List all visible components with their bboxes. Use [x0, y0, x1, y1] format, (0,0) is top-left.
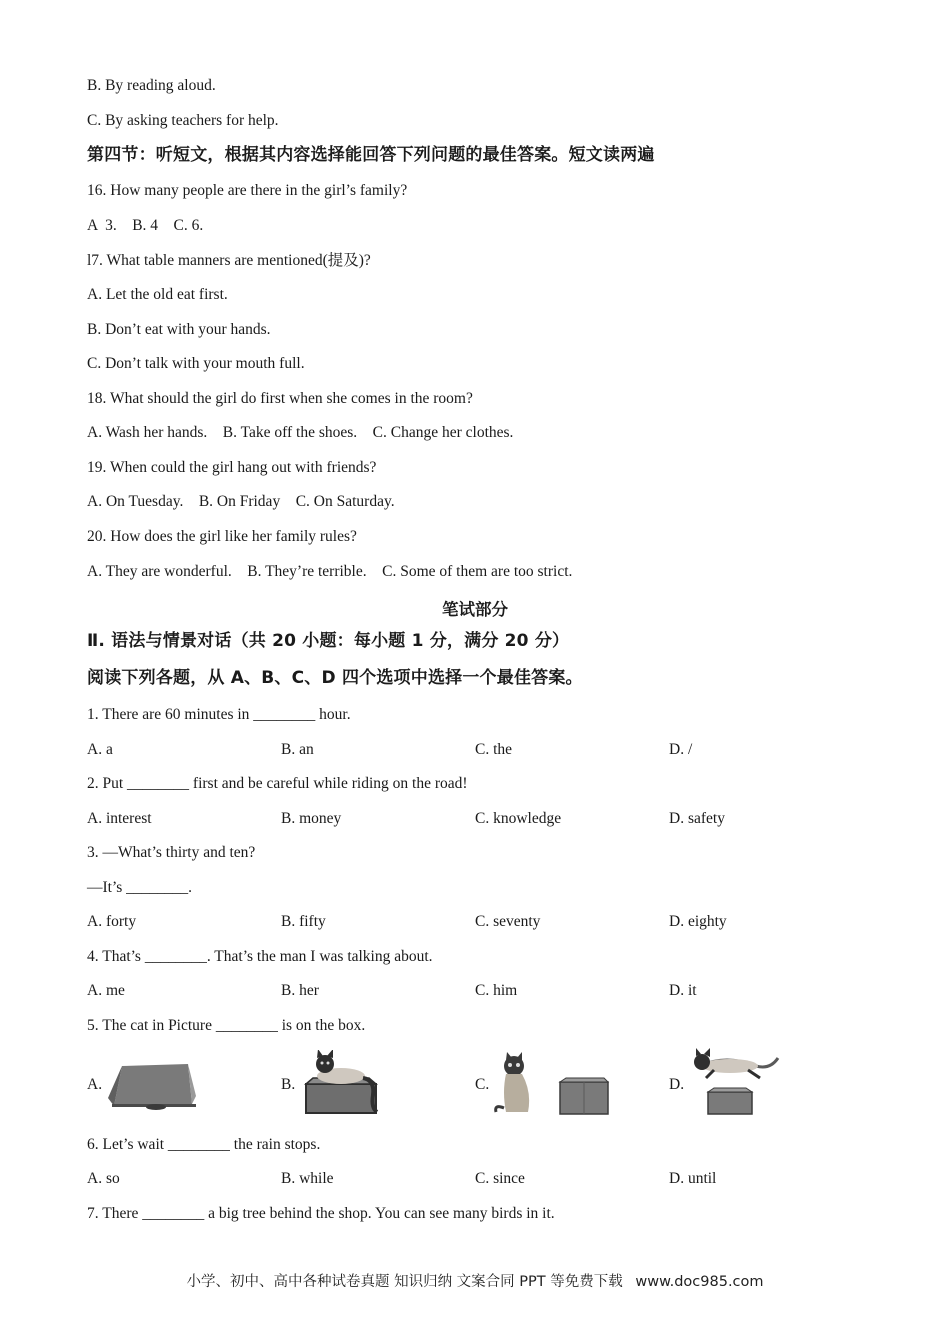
option-c: C.: [475, 1076, 490, 1093]
option-d: D. /: [669, 741, 693, 758]
option-d: D. safety: [669, 810, 725, 827]
cat-beside-box-picture: [492, 1052, 612, 1116]
question-stem: 3. —What’s thirty and ten?: [87, 844, 256, 861]
option-d: D.: [669, 1076, 685, 1093]
option-d: D. eighty: [669, 913, 727, 930]
option-a: A. interest: [87, 810, 152, 827]
question-stem: 6. Let’s wait ________ the rain stops.: [87, 1136, 321, 1153]
page-footer: [0, 1270, 950, 1291]
question-stem: 2. Put ________ first and be careful while riding on the road!: [87, 775, 468, 792]
footer-text: 小学、初中、高中各种试卷真题 知识归纳 文案合同 PPT 等免费下载: [186, 1274, 623, 1290]
question-stem: 7. There ________ a big tree behind the shop. You can see many birds in it.: [87, 1205, 555, 1222]
section-heading: 第四节：听短文，根据其内容选择能回答下列问题的最佳答案。短文读两遍: [87, 145, 655, 165]
option-line: B. Don’t eat with your hands.: [87, 321, 271, 338]
question-stem: 1. There are 60 minutes in ________ hour.: [87, 706, 351, 723]
option-c: C. since: [475, 1170, 525, 1187]
section-heading: Ⅱ. 语法与情景对话（共 20 小题：每小题 1 分，满分 20 分）: [87, 631, 570, 651]
option-c: C. seventy: [475, 913, 541, 930]
option-line: B. By reading aloud.: [87, 77, 216, 94]
option-line: C. By asking teachers for help.: [87, 112, 279, 129]
option-a: A. forty: [87, 913, 137, 930]
option-b: B. fifty: [281, 913, 326, 930]
option-line: A. They are wonderful. B. They’re terrible. C. Some of them are too strict.: [87, 563, 573, 580]
option-a: A. so: [87, 1170, 120, 1187]
question-stem: 19. When could the girl hang out with friends?: [87, 459, 377, 476]
option-d: D. until: [669, 1170, 717, 1187]
footer-url[interactable]: www.doc985.com: [635, 1274, 764, 1290]
option-b: B. money: [281, 810, 342, 827]
question-stem: 5. The cat in Picture ________ is on the box.: [87, 1017, 366, 1034]
instruction: 阅读下列各题，从 A、B、C、D 四个选项中选择一个最佳答案。: [87, 668, 583, 688]
cat-on-box-picture: [303, 1050, 383, 1115]
option-c: C. knowledge: [475, 810, 562, 827]
cat-over-box-picture: [686, 1048, 782, 1116]
question-stem: 18. What should the girl do first when she comes in the room?: [87, 390, 473, 407]
question-stem: 20. How does the girl like her family rules?: [87, 528, 357, 545]
option-a: A. a: [87, 741, 113, 758]
option-b: B. her: [281, 982, 319, 999]
option-line: A. Wash her hands. B. Take off the shoes. C. Change her clothes.: [87, 424, 514, 441]
option-a: A. me: [87, 982, 125, 999]
option-b: B. while: [281, 1170, 334, 1187]
option-b: B. an: [281, 741, 314, 758]
cat-under-box-picture: [104, 1060, 198, 1112]
option-a: A.: [87, 1076, 103, 1093]
question-stem: 4. That’s ________. That’s the man I was talking about.: [87, 948, 433, 965]
option-line: C. Don’t talk with your mouth full.: [87, 355, 305, 372]
option-c: C. him: [475, 982, 518, 999]
question-stem-reply: —It’s ________.: [87, 879, 193, 896]
question-stem: l7. What table manners are mentioned(提及)?: [87, 252, 371, 269]
option-c: C. the: [475, 741, 513, 758]
option-b: B.: [281, 1076, 296, 1093]
option-line: A 3. B. 4 C. 6.: [87, 217, 204, 234]
option-line: A. Let the old eat first.: [87, 286, 228, 303]
part-title: 笔试部分: [442, 600, 508, 619]
option-d: D. it: [669, 982, 697, 999]
question-stem: 16. How many people are there in the girl’s family?: [87, 182, 408, 199]
option-line: A. On Tuesday. B. On Friday C. On Saturday.: [87, 493, 395, 510]
